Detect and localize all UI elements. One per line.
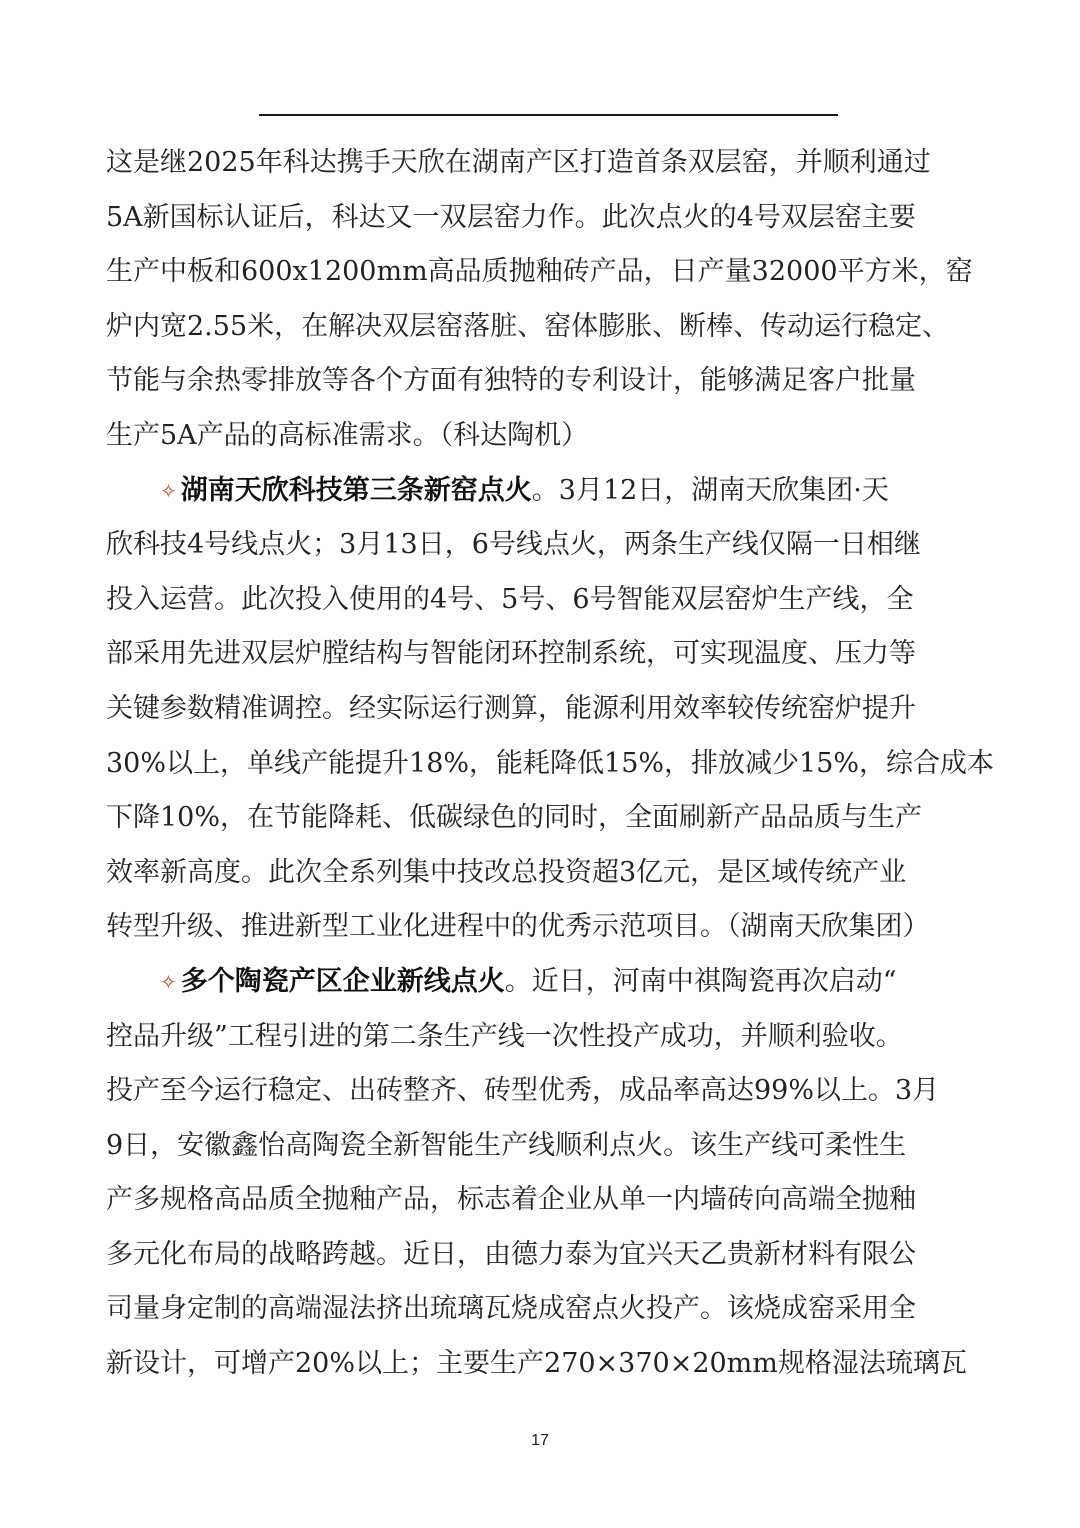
heading-line-rest: 。近日，河南中祺陶瓷再次启动“ (504, 965, 897, 997)
section-heading: 多个陶瓷产区企业新线点火 (180, 965, 505, 997)
paragraph-line: 节能与余热零排放等各个方面有独特的专利设计，能够满足客户批量 (106, 365, 916, 397)
article-body (106, 136, 995, 1392)
paragraph-line: 5A新国标认证后，科达又一双层窑力作。此次点火的4号双层窑主要 (106, 201, 916, 233)
paragraph-line: 欣科技4号线点火；3月13日，6号线点火，两条生产线仅隔一日相继 (106, 529, 921, 561)
page-number: 17 (531, 1432, 549, 1449)
paragraph-line: 生产中板和600x1200mm高品质抛釉砖产品，日产量32000平方米，窑 (106, 256, 973, 288)
paragraph-line: 30%以上，单线产能提升18%，能耗降低15%，排放减少15%，综合成本 (106, 747, 995, 779)
header-rule (259, 114, 838, 116)
paragraph-line: 新设计，可增产20%以上；主要生产270×370×20mm规格湿法琉璃瓦 (106, 1348, 967, 1380)
paragraph-line: 关键参数精准调控。经实际运行测算，能源利用效率较传统窑炉提升 (106, 692, 916, 724)
paragraph-line: 效率新高度。此次全系列集中技改总投资超3亿元，是区域传统产业 (106, 856, 907, 888)
paragraph-line: 生产5A产品的高标准需求。（科达陶机） (106, 419, 589, 451)
paragraph-line: 这是继2025年科达携手天欣在湖南产区打造首条双层窑，并顺利通过 (106, 147, 931, 178)
paragraph-line: 多元化布局的战略跨越。近日，由德力泰为宜兴天乙贵新材料有限公 (106, 1238, 916, 1270)
section-heading-line (106, 955, 982, 1010)
paragraph-line: 下降10%，在节能降耗、低碳绿色的同时，全面刷新产品品质与生产 (106, 802, 923, 834)
paragraph-line: 产多规格高品质全抛釉产品，标志着企业从单一内墙砖向高端全抛釉 (106, 1184, 916, 1216)
diamond-bullet-icon: ✧ (160, 970, 177, 995)
paragraph-line: 部采用先进双层炉膛结构与智能闭环控制系统，可实现温度、压力等 (106, 638, 916, 670)
paragraph-line: 转型升级、推进新型工业化进程中的优秀示范项目。（湖南天欣集团） (106, 911, 930, 943)
heading-line-rest: 。3月12日，湖南天欣集团·天 (531, 474, 889, 506)
paragraph-line: 炉内宽2.55米，在解决双层窑落脏、窑体膨胀、断棒、传动运行稳定、 (106, 310, 950, 342)
paragraph-line: 投产至今运行稳定、出砖整齐、砖型优秀，成品率高达99%以上。3月 (106, 1075, 940, 1107)
diamond-bullet-icon: ✧ (160, 478, 177, 503)
paragraph-line: 控品升级”工程引进的第二条生产线一次性投产成功，并顺利验收。 (106, 1020, 903, 1052)
paragraph-line: 投入运营。此次投入使用的4号、5号、6号智能双层窑炉生产线，全 (106, 583, 914, 615)
section-heading: 湖南天欣科技第三条新窑点火 (180, 474, 532, 506)
section-heading-line (106, 464, 982, 519)
paragraph-line: 司量身定制的高端湿法挤出琉璃瓦烧成窑点火投产。该烧成窑采用全 (106, 1293, 916, 1325)
paragraph-line: 9日，安徽鑫怡高陶瓷全新智能生产线顺利点火。该生产线可柔性生 (106, 1129, 907, 1161)
